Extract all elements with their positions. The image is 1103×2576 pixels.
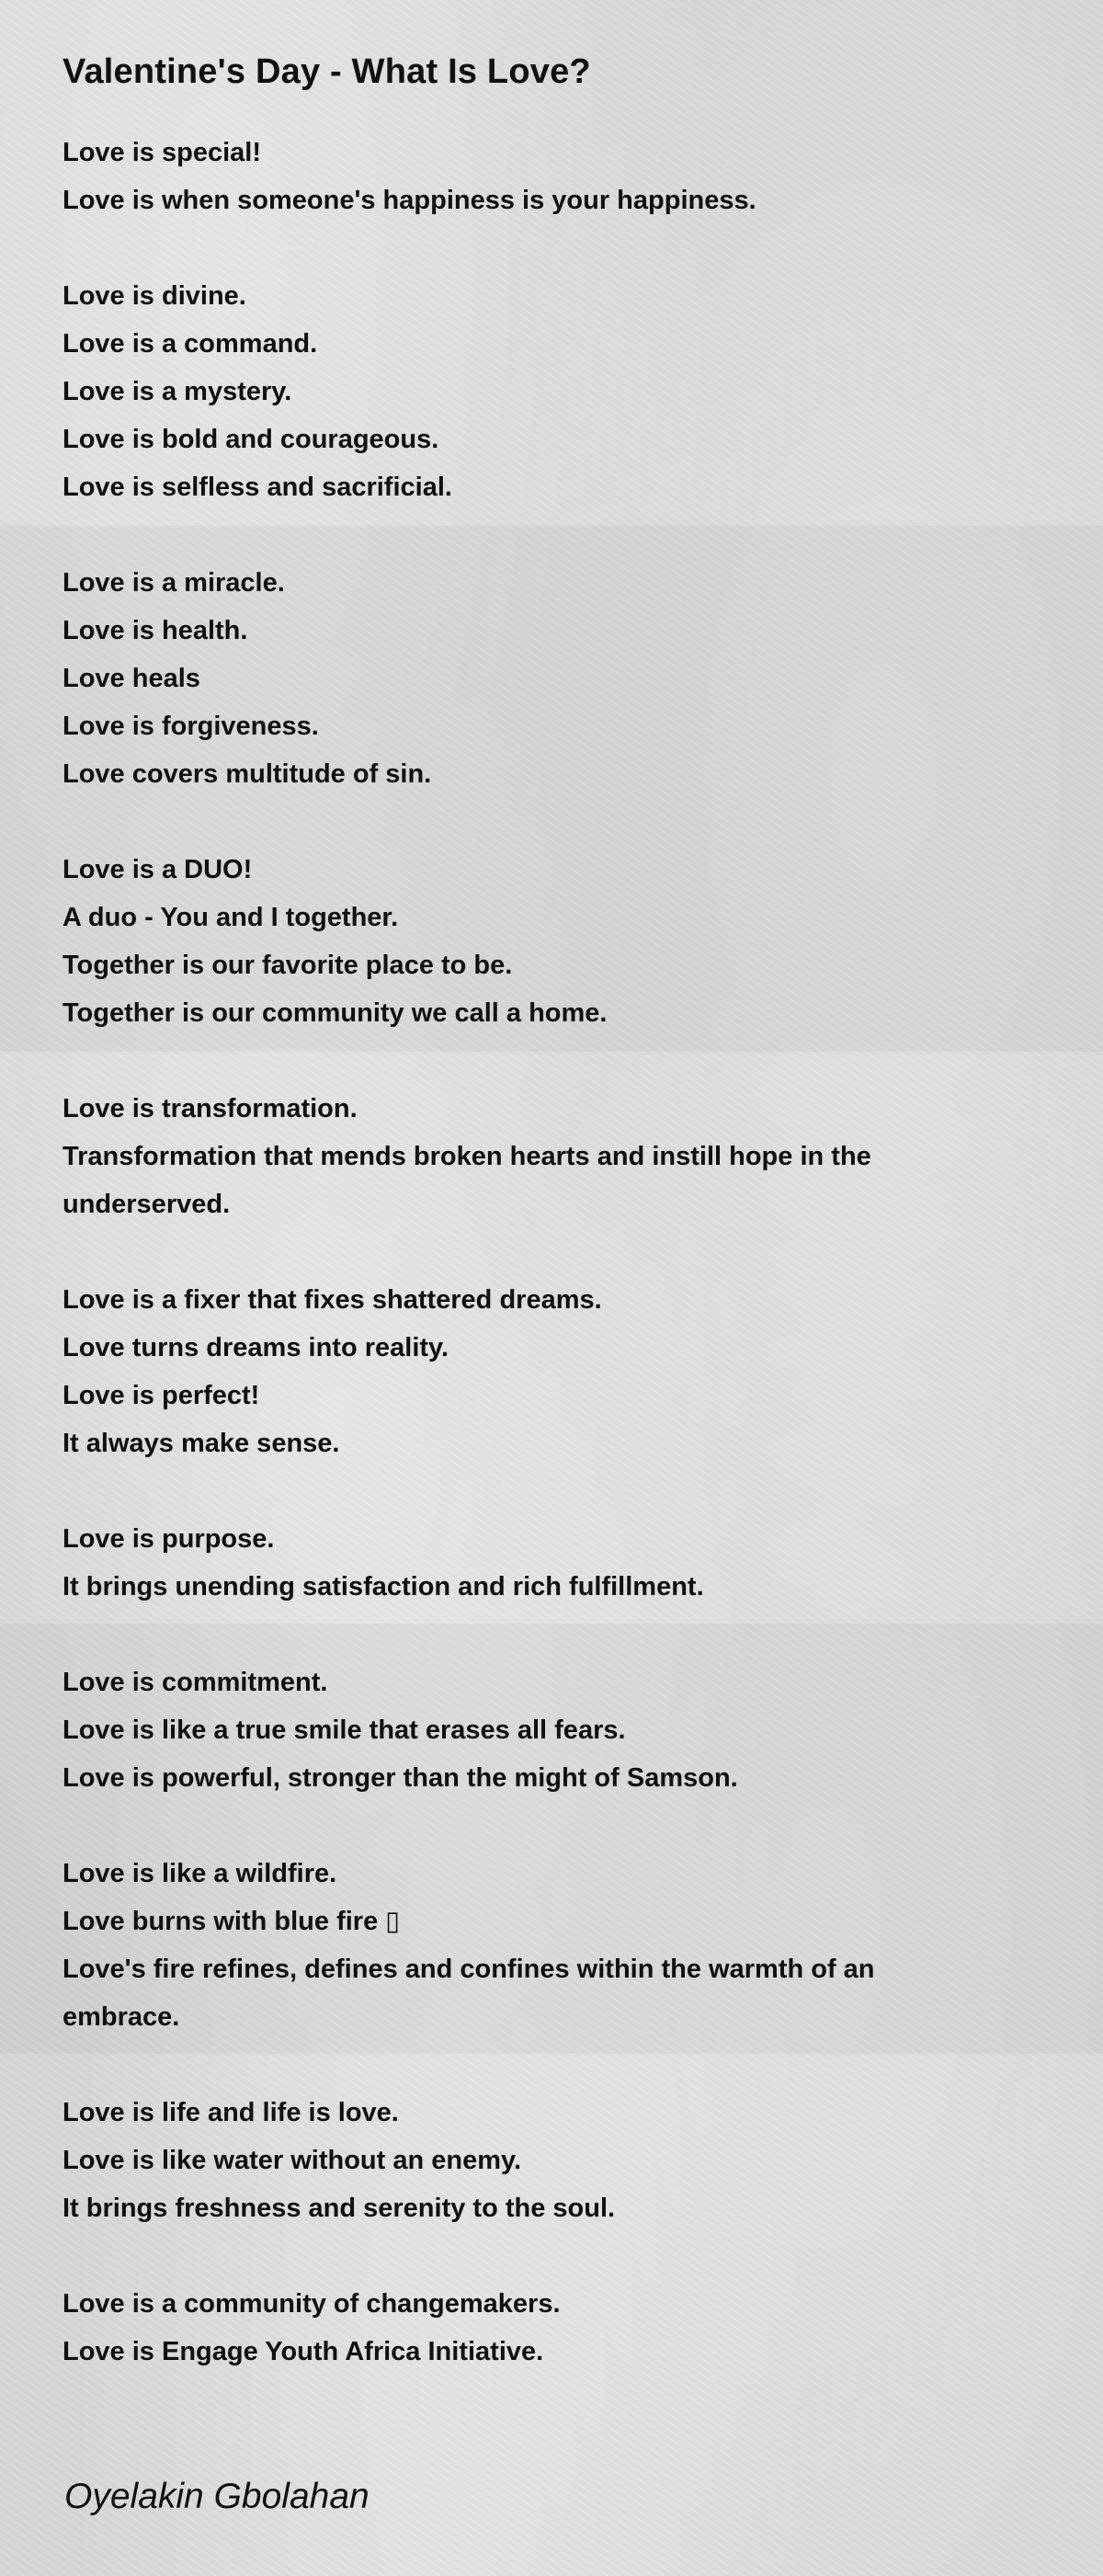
poem-line: Love turns dreams into reality. xyxy=(63,1333,449,1362)
poem-line: It brings freshness and serenity to the soul. xyxy=(63,2194,616,2223)
poem-line: Love is powerful, stronger than the might of Samson. xyxy=(63,1763,738,1793)
poem-line: Together is our community we call a home. xyxy=(63,998,608,1028)
poem-line: Love is health. xyxy=(63,616,248,645)
poem-line: Love heals xyxy=(63,664,200,693)
poem-line: Love's fire refines, defines and confines within the warmth of an embrace. xyxy=(63,1955,875,2032)
poem-line: Love is bold and courageous. xyxy=(63,425,439,454)
poem-line: Love burns with blue fire ▯ xyxy=(63,1907,401,1936)
poem-line: Love is like a wildfire. xyxy=(63,1859,337,1888)
poem-line: Love is a DUO! xyxy=(63,855,253,884)
poem-line: Love is transformation. xyxy=(63,1094,358,1123)
poem-line: Love covers multitude of sin. xyxy=(63,759,432,789)
stanza xyxy=(63,2280,1055,2376)
poem-author: Oyelakin Gbolahan xyxy=(64,2477,370,2516)
stanza xyxy=(63,1085,1055,1228)
poem-line: Love is a command. xyxy=(63,329,318,359)
stanza xyxy=(63,2089,1055,2232)
stanza xyxy=(63,1658,1055,1802)
poem-line: Love is commitment. xyxy=(63,1668,328,1697)
poem-line: Love is special! xyxy=(63,138,261,167)
poem-line: It brings unending satisfaction and rich fulfillment. xyxy=(63,1572,704,1601)
poem-line: Love is purpose. xyxy=(63,1524,275,1554)
poem-line: Love is selfless and sacrificial. xyxy=(63,473,452,502)
stanza xyxy=(63,1276,1055,1467)
stanza xyxy=(63,1515,1055,1611)
poem-line: Love is divine. xyxy=(63,281,246,311)
poem-line: Love is life and life is love. xyxy=(63,2098,399,2127)
poem-line: Love is like a true smile that erases all fears. xyxy=(63,1715,626,1745)
poem-container xyxy=(63,44,1055,2423)
poem-line: Love is like water without an enemy. xyxy=(63,2146,522,2175)
poem-line: Love is a community of changemakers. xyxy=(63,2289,561,2319)
poem-line: Love is a miracle. xyxy=(63,568,285,598)
poem-line: A duo - You and I together. xyxy=(63,903,399,932)
poem-line: Transformation that mends broken hearts and instill hope in the underserved. xyxy=(63,1142,871,1219)
poem-line: Love is Engage Youth Africa Initiative. xyxy=(63,2337,544,2366)
stanza xyxy=(63,272,1055,511)
poem-line: It always make sense. xyxy=(63,1429,340,1458)
stanza xyxy=(63,846,1055,1037)
poem-line: Love is when someone's happiness is your happiness. xyxy=(63,186,756,215)
stanza xyxy=(63,1850,1055,2041)
poem-line: Together is our favorite place to be. xyxy=(63,951,513,980)
poem-line: Love is perfect! xyxy=(63,1381,260,1410)
stanza xyxy=(63,559,1055,798)
poem-line: Love is forgiveness. xyxy=(63,712,319,741)
poem-line: Love is a mystery. xyxy=(63,377,292,406)
poem-title: Valentine's Day - What Is Love? xyxy=(63,52,591,91)
stanza xyxy=(63,129,1055,224)
poem-line: Love is a fixer that fixes shattered dreams. xyxy=(63,1285,602,1315)
